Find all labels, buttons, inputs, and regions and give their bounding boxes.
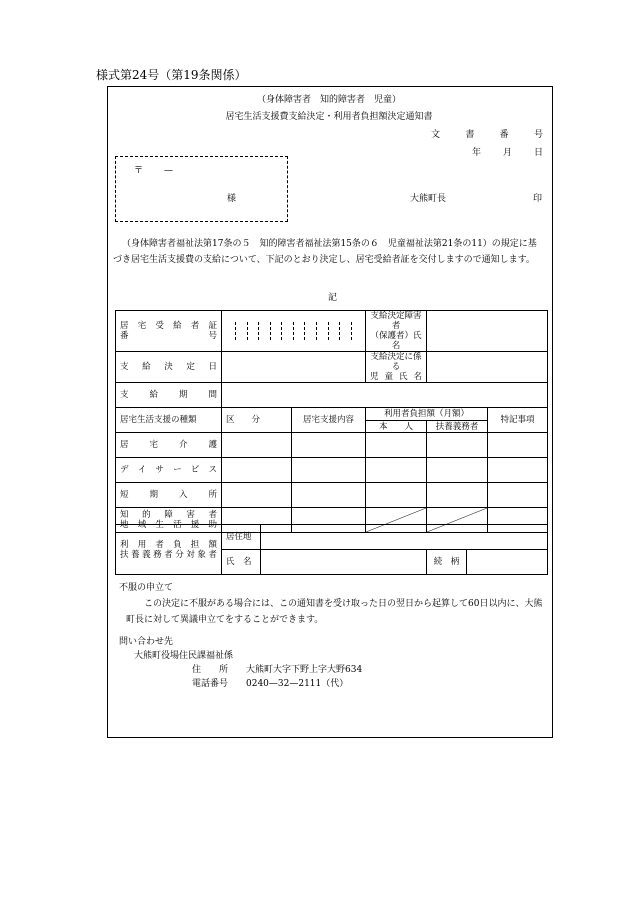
col-self: 本 人 — [366, 421, 427, 433]
family-burden-cell[interactable] — [427, 458, 488, 483]
relation-label: 続 柄 — [427, 550, 467, 575]
contact-phone: 0240—32—2111（代） — [246, 679, 349, 689]
child-name-cell[interactable] — [427, 352, 548, 383]
burden-target-label: 利 用 者 負 担 額 扶 養 義 務 者 分 対 象 者 — [116, 525, 222, 575]
date-year: 年 — [472, 148, 482, 158]
digit-slot — [316, 322, 317, 340]
digit-slot — [235, 322, 236, 340]
self-burden-cell[interactable] — [366, 433, 427, 458]
family-burden-cell[interactable] — [427, 483, 488, 508]
digit-slot — [304, 322, 305, 340]
col-burden: 利用者負担額（月額） — [366, 408, 488, 421]
digit-slot — [293, 322, 294, 340]
contact-phone-label: 電話番号 — [192, 679, 229, 689]
self-burden-cell[interactable] — [366, 458, 427, 483]
name-cell[interactable] — [261, 550, 427, 575]
document-number-line — [431, 130, 543, 141]
col-content: 居宅支援内容 — [292, 408, 366, 433]
digit-slot — [270, 322, 271, 340]
service-label: デ イ サ ー ビ ス — [116, 458, 222, 483]
table-row — [116, 352, 548, 383]
contact-address: 大熊町大字下野上字大野634 — [246, 665, 363, 675]
content-cell[interactable] — [292, 458, 366, 483]
child-name-label: 支給決定に係る 児 童 氏 名 — [366, 352, 427, 383]
doc-char: 文 — [431, 130, 441, 140]
seal-mark: 印 — [533, 194, 543, 204]
issuer-name: 大熊町長 — [410, 194, 447, 204]
digit-slot — [351, 322, 352, 340]
kubun-cell[interactable] — [222, 458, 292, 483]
notes-cell[interactable] — [488, 458, 548, 483]
table-row — [116, 383, 548, 408]
self-burden-cell[interactable] — [366, 483, 427, 508]
table-row — [116, 525, 548, 550]
family-burden-cell[interactable] — [427, 433, 488, 458]
recipient-name-label: 支給決定障害者 （保護者）氏名 — [366, 311, 427, 352]
table-row — [116, 483, 548, 508]
digit-slot — [328, 322, 329, 340]
doc-char: 番 — [499, 130, 509, 140]
col-kubun: 区 分 — [222, 408, 292, 433]
appeal-title: 不服の申立て — [119, 583, 174, 593]
doc-char: 号 — [533, 130, 543, 140]
digit-slot — [258, 322, 259, 340]
recipient-number-label: 居 宅 受 給 者 証 番 号 — [116, 311, 222, 352]
table-row — [116, 311, 548, 352]
digit-slot — [247, 322, 248, 340]
kubun-cell[interactable] — [222, 483, 292, 508]
form-number: 様式第24号（第19条関係） — [96, 68, 247, 82]
date-month: 月 — [502, 148, 512, 158]
recipient-number-cell[interactable] — [222, 311, 366, 352]
service-label: 短 期 入 所 — [116, 483, 222, 508]
service-label: 居 宅 介 護 — [116, 433, 222, 458]
category-line: （身体障害者 知的障害者 児童） — [256, 95, 401, 105]
doc-char: 書 — [465, 130, 475, 140]
name-label: 氏 名 — [222, 550, 261, 575]
ki-mark: 記 — [328, 293, 338, 303]
contact-title: 問い合わせ先 — [119, 637, 174, 647]
decision-date-cell[interactable] — [222, 352, 366, 383]
digit-slot — [339, 322, 340, 340]
notes-cell[interactable] — [488, 433, 548, 458]
table-row — [116, 458, 548, 483]
honorific: 様 — [227, 194, 237, 204]
table-header-row — [116, 408, 548, 421]
period-cell[interactable] — [222, 383, 548, 408]
col-family: 扶養義務者 — [427, 421, 488, 433]
content-cell[interactable] — [292, 433, 366, 458]
postal-dash: — — [164, 166, 173, 176]
recipient-name-cell[interactable] — [427, 311, 548, 352]
kubun-cell[interactable] — [222, 433, 292, 458]
date-line — [472, 148, 543, 159]
table-row — [116, 433, 548, 458]
body-paragraph: （身体障害者福祉法第17条の５ 知的障害者福祉法第15条の６ 児童福祉法第21条の11）の規定に基づき居宅生活支援費の支給について、下記のとおり決定し、居宅受給者証を交付しますので通知します。 — [113, 239, 537, 265]
period-label: 支 給 期 間 — [116, 383, 222, 408]
document-title: 居宅生活支援費支給決定・利用者負担額決定通知書 — [225, 112, 433, 122]
col-service-type: 居宅生活支援の種類 — [116, 408, 222, 433]
relation-cell[interactable] — [467, 550, 548, 575]
appeal-text: この決定に不服がある場合には、この通知書を受け取った日の翌日から起算して60日以内に、大熊町長に対して異議申立てをすることができます。 — [126, 599, 543, 625]
contact-office: 大熊町役場住民課福祉係 — [134, 651, 234, 661]
date-day: 日 — [533, 148, 543, 158]
decision-table — [115, 310, 548, 533]
col-notes: 特記事項 — [488, 408, 548, 433]
postal-mark: 〒 — [134, 166, 144, 176]
service-label: 知 的 障 害 者 地 域 生 活 援 助 — [116, 508, 222, 533]
decision-date-label: 支 給 決 定 日 — [116, 352, 222, 383]
residence-cell[interactable] — [261, 525, 548, 550]
residence-label: 居住地 — [222, 525, 261, 550]
notes-cell[interactable] — [488, 483, 548, 508]
contact-address-label: 住 所 — [192, 665, 229, 675]
burden-target-table — [115, 524, 548, 575]
digit-slot — [281, 322, 282, 340]
content-cell[interactable] — [292, 483, 366, 508]
